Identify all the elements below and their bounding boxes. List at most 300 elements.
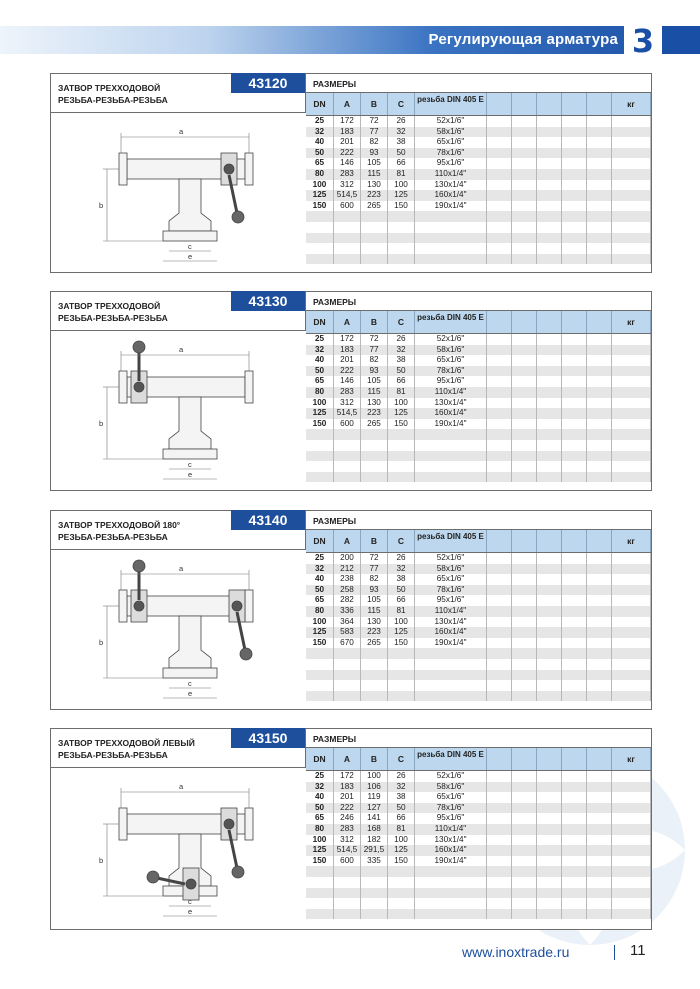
cell-e4	[562, 585, 587, 596]
cell-kg	[612, 606, 651, 617]
cell-b: 223	[361, 627, 388, 638]
col-header-a: A	[334, 530, 361, 552]
cell-dn	[306, 211, 334, 222]
cell-kg	[612, 866, 651, 877]
cell-e2	[512, 877, 537, 888]
cell-din: 190x1/4"	[415, 856, 487, 867]
cell-e2	[512, 334, 537, 345]
cell-c: 100	[388, 180, 415, 191]
cell-din	[415, 898, 487, 909]
cell-e1	[487, 116, 512, 127]
cell-e3	[537, 451, 562, 462]
table-row	[306, 201, 651, 212]
col-header-e2	[512, 93, 537, 115]
cell-e1	[487, 866, 512, 877]
dimension-e-label: e	[188, 689, 193, 698]
cell-e3	[537, 429, 562, 440]
cell-dn	[306, 243, 334, 254]
cell-e3	[537, 472, 562, 483]
sizes-label: РАЗМЕРЫ	[313, 516, 357, 526]
cell-din: 130x1/4"	[415, 180, 487, 191]
cell-e2	[512, 137, 537, 148]
cell-a: 172	[334, 334, 361, 345]
table-row	[306, 472, 651, 483]
cell-kg	[612, 127, 651, 138]
cell-c: 100	[388, 835, 415, 846]
cell-e5	[587, 606, 612, 617]
cell-e5	[587, 670, 612, 681]
cell-dn: 25	[306, 771, 334, 782]
cell-din: 130x1/4"	[415, 398, 487, 409]
cell-a: 172	[334, 116, 361, 127]
cell-e5	[587, 845, 612, 856]
cell-din	[415, 254, 487, 265]
cell-dn	[306, 429, 334, 440]
cell-dn: 25	[306, 334, 334, 345]
cell-dn: 125	[306, 627, 334, 638]
cell-e2	[512, 222, 537, 233]
cell-e5	[587, 564, 612, 575]
table-row	[306, 585, 651, 596]
cell-e1	[487, 564, 512, 575]
cell-e2	[512, 169, 537, 180]
cell-e3	[537, 355, 562, 366]
table-row	[306, 148, 651, 159]
cell-din: 58x1/6"	[415, 564, 487, 575]
cell-dn	[306, 909, 334, 920]
cell-kg	[612, 345, 651, 356]
col-header-e1	[487, 311, 512, 333]
cell-din: 52x1/6"	[415, 334, 487, 345]
cell-dn: 50	[306, 366, 334, 377]
cell-e5	[587, 345, 612, 356]
cell-e4	[562, 137, 587, 148]
cell-e4	[562, 158, 587, 169]
cell-e1	[487, 574, 512, 585]
cell-dn: 150	[306, 419, 334, 430]
cell-e4	[562, 835, 587, 846]
cell-e2	[512, 233, 537, 244]
product-title: ЗАТВОР ТРЕХХОДОВОЙ	[58, 83, 161, 93]
cell-b: 105	[361, 158, 388, 169]
cell-e1	[487, 222, 512, 233]
cell-a	[334, 472, 361, 483]
cell-b: 93	[361, 585, 388, 596]
cell-din: 52x1/6"	[415, 771, 487, 782]
cell-a: 201	[334, 355, 361, 366]
cell-c	[388, 451, 415, 462]
col-header-e3	[537, 748, 562, 770]
table-row	[306, 845, 651, 856]
cell-e4	[562, 824, 587, 835]
cell-e1	[487, 190, 512, 201]
table-row	[306, 408, 651, 419]
product-subtitle: РЕЗЬБА-РЕЗЬБА-РЕЗЬБА	[58, 313, 168, 323]
cell-e2	[512, 243, 537, 254]
cell-e1	[487, 169, 512, 180]
cell-a: 514,5	[334, 408, 361, 419]
cell-e5	[587, 180, 612, 191]
cell-e4	[562, 659, 587, 670]
cell-e4	[562, 792, 587, 803]
cell-e3	[537, 813, 562, 824]
cell-e5	[587, 595, 612, 606]
table-row	[306, 222, 651, 233]
col-header-e3	[537, 311, 562, 333]
cell-e2	[512, 845, 537, 856]
cell-e2	[512, 419, 537, 430]
cell-din	[415, 680, 487, 691]
cell-a	[334, 440, 361, 451]
cell-din: 95x1/6"	[415, 376, 487, 387]
cell-dn: 150	[306, 201, 334, 212]
cell-b	[361, 222, 388, 233]
col-header-kg: кг	[612, 93, 651, 115]
cell-kg	[612, 387, 651, 398]
table-row	[306, 169, 651, 180]
cell-din: 78x1/6"	[415, 803, 487, 814]
cell-din	[415, 877, 487, 888]
cell-e2	[512, 617, 537, 628]
cell-e1	[487, 345, 512, 356]
cell-e4	[562, 691, 587, 702]
cell-din	[415, 909, 487, 920]
cell-din	[415, 429, 487, 440]
cell-din: 58x1/6"	[415, 782, 487, 793]
cell-e1	[487, 888, 512, 899]
cell-kg	[612, 845, 651, 856]
sizes-table	[306, 747, 651, 919]
table-row	[306, 334, 651, 345]
cell-b: 130	[361, 617, 388, 628]
cell-kg	[612, 429, 651, 440]
cell-din	[415, 648, 487, 659]
cell-e5	[587, 137, 612, 148]
cell-e1	[487, 691, 512, 702]
cell-kg	[612, 201, 651, 212]
cell-e1	[487, 680, 512, 691]
table-row	[306, 792, 651, 803]
cell-e5	[587, 866, 612, 877]
cell-e5	[587, 148, 612, 159]
cell-e5	[587, 116, 612, 127]
cell-dn: 50	[306, 585, 334, 596]
cell-din	[415, 866, 487, 877]
cell-c	[388, 254, 415, 265]
col-header-kg: кг	[612, 311, 651, 333]
cell-kg	[612, 180, 651, 191]
cell-e4	[562, 366, 587, 377]
cell-e1	[487, 127, 512, 138]
cell-c	[388, 691, 415, 702]
cell-din	[415, 472, 487, 483]
cell-a: 183	[334, 345, 361, 356]
col-header-c: C	[388, 748, 415, 770]
cell-b: 106	[361, 782, 388, 793]
dimension-c-label: c	[188, 679, 192, 688]
col-header-e2	[512, 311, 537, 333]
cell-a	[334, 659, 361, 670]
cell-e2	[512, 355, 537, 366]
cell-dn	[306, 888, 334, 899]
cell-din: 110x1/4"	[415, 824, 487, 835]
cell-e4	[562, 638, 587, 649]
cell-din: 52x1/6"	[415, 116, 487, 127]
cell-e3	[537, 856, 562, 867]
cell-b: 105	[361, 595, 388, 606]
cell-e1	[487, 429, 512, 440]
col-header-din: резьба DIN 405 E	[415, 530, 487, 552]
cell-b	[361, 440, 388, 451]
cell-e3	[537, 585, 562, 596]
cell-dn	[306, 472, 334, 483]
cell-e3	[537, 158, 562, 169]
cell-e2	[512, 345, 537, 356]
cell-b: 223	[361, 408, 388, 419]
table-header	[306, 92, 651, 116]
col-header-e2	[512, 530, 537, 552]
cell-e1	[487, 398, 512, 409]
cell-din: 65x1/6"	[415, 137, 487, 148]
table-row	[306, 345, 651, 356]
cell-kg	[612, 461, 651, 472]
cell-e3	[537, 440, 562, 451]
cell-kg	[612, 334, 651, 345]
table-row	[306, 866, 651, 877]
cell-e5	[587, 803, 612, 814]
col-header-din: резьба DIN 405 E	[415, 311, 487, 333]
cell-e4	[562, 451, 587, 462]
cell-kg	[612, 440, 651, 451]
col-header-c: C	[388, 311, 415, 333]
header-cap	[662, 26, 700, 54]
cell-e4	[562, 782, 587, 793]
sizes-table	[306, 310, 651, 482]
cell-a: 600	[334, 856, 361, 867]
cell-e3	[537, 137, 562, 148]
table-row	[306, 137, 651, 148]
cell-e4	[562, 564, 587, 575]
cell-e3	[537, 606, 562, 617]
cell-e2	[512, 595, 537, 606]
cell-e1	[487, 366, 512, 377]
cell-b: 291,5	[361, 845, 388, 856]
cell-c: 26	[388, 334, 415, 345]
table-row	[306, 691, 651, 702]
cell-c: 38	[388, 137, 415, 148]
col-header-kg: кг	[612, 530, 651, 552]
cell-kg	[612, 680, 651, 691]
cell-a: 200	[334, 553, 361, 564]
cell-dn: 25	[306, 116, 334, 127]
cell-dn: 100	[306, 617, 334, 628]
cell-e5	[587, 909, 612, 920]
cell-b: 115	[361, 606, 388, 617]
cell-e3	[537, 116, 562, 127]
cell-dn	[306, 670, 334, 681]
cell-kg	[612, 398, 651, 409]
cell-kg	[612, 877, 651, 888]
cell-e2	[512, 803, 537, 814]
cell-e5	[587, 254, 612, 265]
cell-e3	[537, 233, 562, 244]
cell-e5	[587, 792, 612, 803]
cell-e4	[562, 355, 587, 366]
product-subtitle: РЕЗЬБА-РЕЗЬБА-РЕЗЬБА	[58, 95, 168, 105]
cell-kg	[612, 408, 651, 419]
cell-dn	[306, 451, 334, 462]
table-row	[306, 243, 651, 254]
cell-b	[361, 888, 388, 899]
table-row	[306, 398, 651, 409]
cell-e2	[512, 835, 537, 846]
product-section-43150	[50, 728, 652, 930]
cell-kg	[612, 813, 651, 824]
cell-din: 78x1/6"	[415, 585, 487, 596]
cell-kg	[612, 691, 651, 702]
cell-e3	[537, 824, 562, 835]
cell-e1	[487, 254, 512, 265]
cell-e5	[587, 782, 612, 793]
cell-e3	[537, 398, 562, 409]
cell-e3	[537, 877, 562, 888]
cell-e4	[562, 898, 587, 909]
cell-e5	[587, 233, 612, 244]
cell-b: 72	[361, 334, 388, 345]
product-code: 43150	[231, 728, 305, 748]
col-header-e4	[562, 530, 587, 552]
cell-b	[361, 648, 388, 659]
cell-e4	[562, 408, 587, 419]
cell-c: 150	[388, 419, 415, 430]
cell-e3	[537, 574, 562, 585]
cell-e3	[537, 190, 562, 201]
cell-dn: 65	[306, 376, 334, 387]
dimension-c-label: c	[188, 460, 192, 469]
cell-dn	[306, 461, 334, 472]
cell-e1	[487, 835, 512, 846]
dimension-e-label: e	[188, 470, 193, 479]
product-code: 43120	[231, 73, 305, 93]
table-row	[306, 782, 651, 793]
cell-kg	[612, 617, 651, 628]
col-header-dn: DN	[306, 93, 334, 115]
cell-c: 66	[388, 158, 415, 169]
cell-e1	[487, 803, 512, 814]
cell-din	[415, 888, 487, 899]
col-header-e3	[537, 530, 562, 552]
cell-din: 95x1/6"	[415, 813, 487, 824]
cell-e5	[587, 127, 612, 138]
col-header-dn: DN	[306, 530, 334, 552]
cell-kg	[612, 564, 651, 575]
cell-e4	[562, 803, 587, 814]
cell-e3	[537, 366, 562, 377]
cell-e2	[512, 376, 537, 387]
cell-dn: 65	[306, 158, 334, 169]
cell-b: 168	[361, 824, 388, 835]
chapter-number: 3	[624, 22, 662, 60]
cell-b	[361, 243, 388, 254]
cell-din	[415, 211, 487, 222]
cell-e1	[487, 638, 512, 649]
cell-b: 335	[361, 856, 388, 867]
cell-e4	[562, 595, 587, 606]
cell-e5	[587, 813, 612, 824]
cell-dn	[306, 233, 334, 244]
col-header-e2	[512, 748, 537, 770]
col-header-e4	[562, 311, 587, 333]
product-section-43120	[50, 73, 652, 273]
cell-e2	[512, 782, 537, 793]
cell-c: 32	[388, 782, 415, 793]
cell-e1	[487, 782, 512, 793]
cell-kg	[612, 638, 651, 649]
cell-e2	[512, 866, 537, 877]
cell-e1	[487, 180, 512, 191]
cell-e2	[512, 451, 537, 462]
cell-e1	[487, 877, 512, 888]
table-row	[306, 429, 651, 440]
cell-din: 95x1/6"	[415, 158, 487, 169]
cell-din: 95x1/6"	[415, 595, 487, 606]
cell-b: 141	[361, 813, 388, 824]
sizes-table	[306, 529, 651, 701]
cell-e5	[587, 211, 612, 222]
cell-e2	[512, 606, 537, 617]
cell-dn: 80	[306, 387, 334, 398]
cell-e1	[487, 670, 512, 681]
cell-e4	[562, 574, 587, 585]
cell-b: 115	[361, 169, 388, 180]
cell-a: 183	[334, 782, 361, 793]
cell-din: 58x1/6"	[415, 127, 487, 138]
cell-c: 26	[388, 771, 415, 782]
cell-e1	[487, 824, 512, 835]
cell-e5	[587, 376, 612, 387]
cell-e2	[512, 659, 537, 670]
cell-c: 38	[388, 792, 415, 803]
cell-b	[361, 233, 388, 244]
cell-e2	[512, 190, 537, 201]
cell-dn: 40	[306, 574, 334, 585]
cell-b: 182	[361, 835, 388, 846]
cell-b	[361, 670, 388, 681]
cell-e3	[537, 898, 562, 909]
cell-e5	[587, 440, 612, 451]
cell-e2	[512, 771, 537, 782]
cell-b	[361, 866, 388, 877]
col-header-e5	[587, 311, 612, 333]
cell-dn: 40	[306, 355, 334, 366]
cell-e4	[562, 169, 587, 180]
cell-a: 222	[334, 148, 361, 159]
cell-kg	[612, 824, 651, 835]
cell-dn: 125	[306, 408, 334, 419]
table-row	[306, 158, 651, 169]
cell-a: 282	[334, 595, 361, 606]
cell-c	[388, 233, 415, 244]
cell-a	[334, 461, 361, 472]
cell-din	[415, 659, 487, 670]
cell-e3	[537, 254, 562, 265]
cell-e4	[562, 180, 587, 191]
cell-e3	[537, 680, 562, 691]
cell-e2	[512, 574, 537, 585]
cell-b: 82	[361, 574, 388, 585]
cell-kg	[612, 627, 651, 638]
cell-a: 183	[334, 127, 361, 138]
